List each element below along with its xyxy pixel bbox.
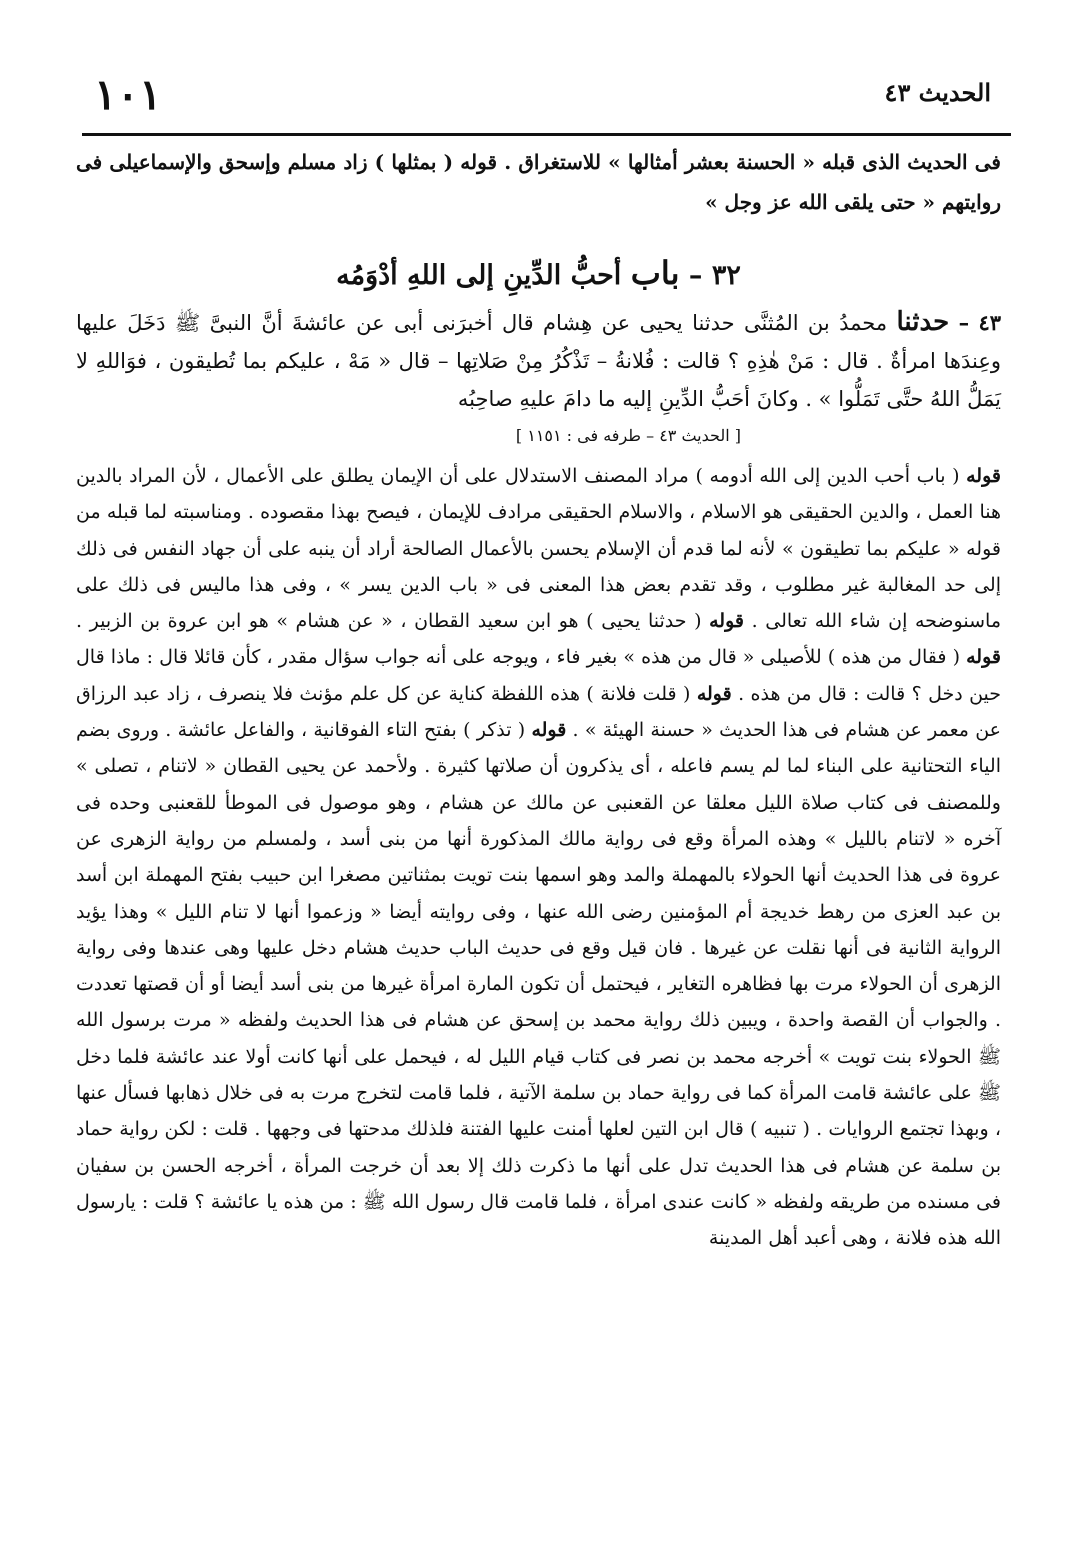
commentary-text: ( حدثنا يحيى ) هو ابن سعيد القطان ، « عن هشام » هو ابن عروة بن الزبير . — [76, 610, 710, 633]
hadith-cross-reference: [ الحديث ٤٣ – طرفه فى : ١١٥١ ] — [515, 426, 741, 445]
chapter-dash: – — [688, 260, 703, 291]
page-header — [82, 70, 991, 130]
commentary-text: ( تذكر ) بفتح التاء الفوقانية ، والفاعل عائشة . وروى بضم الياء التحتانية على البناء لما لم يسم فاعله ، أى يذكرون أن صلاتها كثيرة . ولأحمد عن يحيى القطان « لاتنام ، تصلى » وللمصنف فى كتاب صلاة الليل معلقا عن القعنبى عن مالك عن هشام ، وهو موصول فى الموطأ للقعنبى وحده فى آخره « لاتنام بالليل » وهذه المرأة وقع فى رواية مالك المذكورة أنها من بنى أسد ، ولمسلم من رواية الزهرى عن عروة فى هذا الحديث أنها الحولاء بالمهملة والمد وهو اسمها بنت تويت بمثناتين مصغرا ابن حبيب بفتح المهملة ابن أسد بن عبد العزى من رهط خديجة أم المؤمنين رضى الله عنها ، وفى روايته أيضا « وزعموا أنها لا تنام الليل » وهذا يؤيد الرواية الثانية فى أنها نقلت عن غيرها . فان قيل وقع فى حديث الباب حديث هشام دخل عليها وهى عندها وفى رواية الزهرى أن الحولاء مرت بها فظاهره التغاير ، فيحتمل أن تكون المارة امرأة غيرها من بنى أسد أيضا أو أن قصتها تعددت . والجواب أن القصة واحدة ، ويبين ذلك رواية محمد بن إسحق عن هشام فى هذا الحديث ولفظه « مرت برسول الله ﷺ الحولاء بنت تويت » أخرجه محمد بن نصر فى كتاب قيام الليل له ، فيحمل على أنها كانت أولا عند عائشة فلما دخل ﷺ على عائشة قامت المرأة كما فى رواية حماد بن سلمة الآتية ، فلما قامت لتخرج مرت به فى خلال ذهابها فسأل عنها ، وبهذا تجتمع الروايات . — [76, 719, 1001, 1141]
chapter-title: أحبُّ الدِّينِ إلى اللهِ أدْوَمُه — [336, 260, 622, 291]
commentary-keyword: قوله — [531, 719, 567, 742]
running-head: الحديث ٤٣ — [884, 78, 991, 107]
hadith-lead-word: حدثنا — [896, 307, 950, 337]
hadith-body: محمدُ بن المُثنَّى حدثنا يحيى عن هِشام قال أخبرَنى أبى عن عائشةَ أنَّ النبىَّ ﷺ دَخَلَ عليها وعِندَها امرأةٌ . قال : مَنْ هٰذِهِ ؟ قالت : فُلانةُ – تَذْكُرُ مِنْ صَلاتِها – قال « مَهْ ، عليكم بما تُطيقون ، فوَاللهِ لا يَمَلُّ اللهُ حتَّى تَمَلُّوا » . وكانَ أحَبُّ الدِّينِ إليه ما دامَ عليهِ صاحِبُه — [76, 311, 1001, 411]
commentary-keyword: قوله — [966, 465, 1001, 487]
chapter-heading — [76, 252, 1001, 297]
hadith-text — [76, 303, 1001, 418]
commentary-keyword: قوله — [966, 646, 1001, 669]
commentary-text: ( باب أحب الدين إلى الله أدومه ) مراد المصنف الاستدلال على أن الإيمان يطلق على الأعمال ، لأن المراد بالدين هنا العمل ، والدين الحقيقى هو الاسلام ، والاسلام الحقيقى مرادف للإيمان ، فيصح بهذا مقصوده . ومناسبته لما قبله من قوله « عليكم بما تطيقون » لأنه لما قدم أن الإسلام يحسن بالأعمال الصالحة أراد أن ينبه على أن جهاد النفس فى ذلك إلى حد المغالبة غير مطلوب ، وقد تقدم بعض هذا المعنى فى « باب الدين يسر » ، وفى هذا ماليس فى ذلك على ماسنوضحه إن شاء الله تعالى . — [76, 465, 1001, 633]
previous-commentary: فى الحديث الذى قبله « الحسنة بعشر أمثالها » للاستغراق . قوله ( بمثلها ) زاد مسلم وإسحق والإسماعيلى فى روايتهم « حتى يلقى الله عز وجل » — [76, 150, 1001, 214]
chapter-number: ٣٢ — [711, 260, 741, 291]
commentary-text: ( قلت فلانة ) هذه اللفظة كناية عن كل علم مؤنث فلا ينصرف ، زاد عبد الرزاق عن معمر عن هشام فى هذا الحديث « حسنة الهيئة » . — [76, 682, 1001, 742]
hadith-dash: – — [958, 310, 970, 335]
chapter-word: باب — [630, 254, 680, 292]
commentary-keyword: قوله — [696, 682, 732, 705]
commentary — [76, 458, 1001, 1257]
commentary-text: ( تنبيه ) قال ابن التين لعلها أمنت عليها الفتنة فلذلك مدحتها فى وجهها . قلت : لكن رواية حماد بن سلمة عن هشام فى هذا الحديث تدل على أنها ما ذكرت ذلك إلا بعد أن خرجت المرأة ، أخرجه الحسن بن سفيان فى مسنده من طريقه ولفظه « كانت عندى امرأة ، فلما قامت قال رسول الله ﷺ : من هذه يا عائشة ؟ قلت : يارسول الله هذه فلانة ، وهى أعبد أهل المدينة — [76, 1118, 1001, 1250]
commentary-keyword: قوله — [709, 610, 744, 633]
commentary-text: ( فقال من هذه ) للأصيلى « قال من هذه » بغير فاء ، ويوجه على أنه جواب سؤال مقدر ، كأن قائلا قال : ماذا قال حين دخل ؟ قالت : قال من هذه . — [76, 646, 1002, 705]
hadith-number: ٤٣ — [978, 310, 1002, 335]
header-divider — [82, 133, 1011, 136]
page-body — [76, 142, 1001, 1257]
page-number: ١٠١ — [94, 70, 162, 119]
